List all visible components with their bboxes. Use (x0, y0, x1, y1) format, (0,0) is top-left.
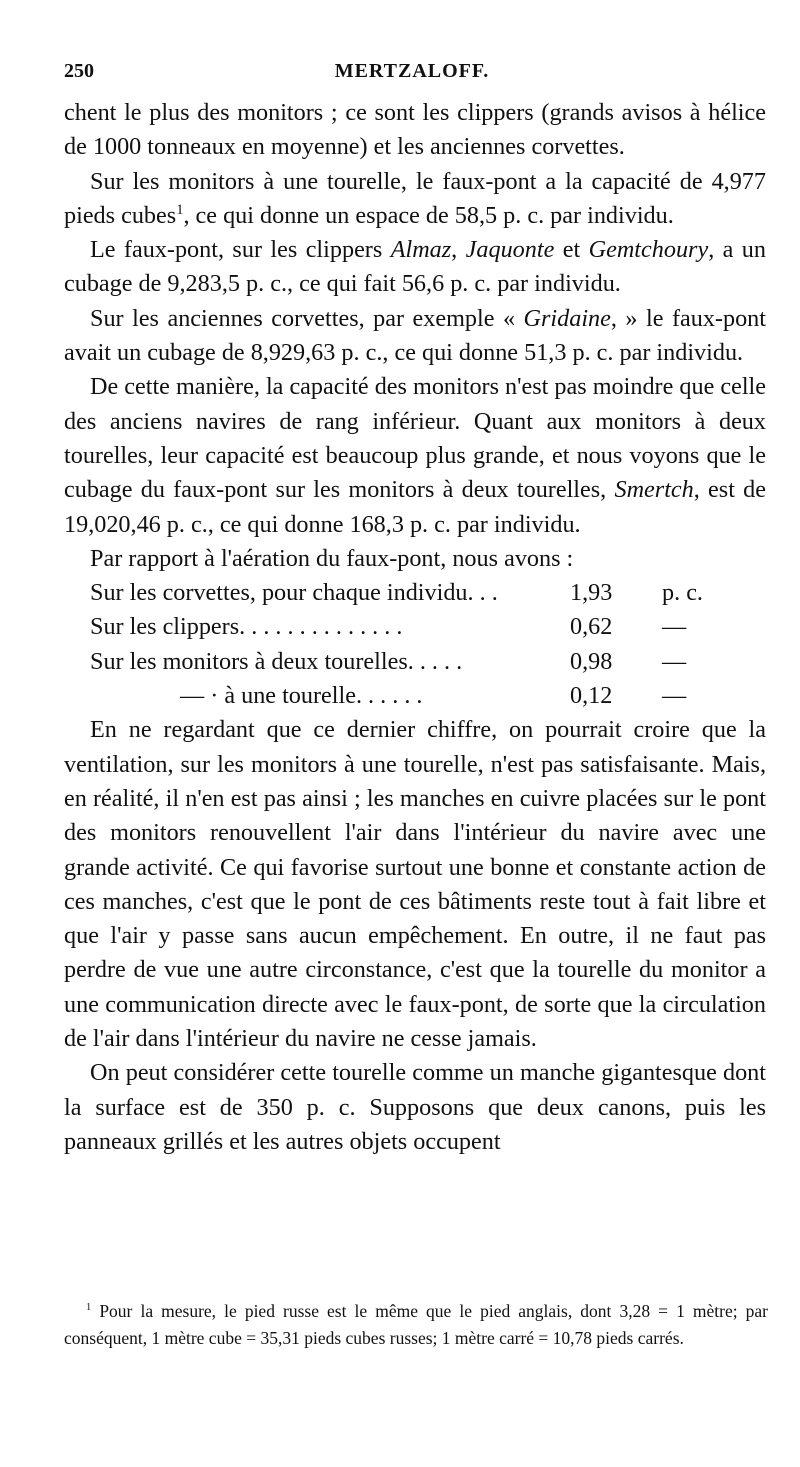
ship-name: Smertch (614, 476, 694, 504)
paragraph-3: Le faux-pont, sur les clippers Almaz, Jaquonte et Gemtchoury, a un cubage de 9,283,5 p. c., ce qui fait 56,6 p. c. par individu. (64, 236, 766, 298)
paragraph-1: chent le plus des monitors ; ce sont les clippers (grands avisos à hélice de 1000 tonneaux en moyenne) et les anciennes corvettes. (64, 99, 766, 161)
paragraph-7: En ne regardant que ce dernier chiffre, on pourrait croire que la ventilation, sur les monitors à une tourelle, n'est pas satisfaisante. Mais, en réalité, il n'en est pas ainsi ; les manches en cuivre placées sur le pont des monitors renouvellent l'air dans l'intérieur du navire avec une grande activité. Ce qui favorise surtout une bonne et constante action de ces manches, c'est que le pont de ces bâtiments reste tout à fait libre et que l'air y passe sans aucun empêchement. En outre, il ne faut pas perdre de vue une autre circonstance, c'est que la tourelle du monitor a une communication directe avec le faux-pont, de sorte que la circulation de l'air dans l'intérieur du navire ne cesse jamais. (64, 716, 766, 1053)
footnote (64, 1298, 768, 1352)
footnote-mark: 1 (86, 1302, 92, 1314)
ship-name: Jaquonte (465, 236, 555, 264)
body-text (64, 96, 766, 1159)
table-row: Sur les clippers. . . . . . . . . . . . . . 0,62 — (90, 613, 687, 641)
page-header (64, 60, 760, 90)
ship-name: Gemtchoury (588, 236, 709, 264)
paragraph-6: Par rapport à l'aération du faux-pont, nous avons : (90, 544, 574, 572)
ship-name: Almaz (390, 236, 452, 264)
table-row: Sur les monitors à deux tourelles. . . . . 0,98 — (90, 647, 687, 675)
table-row: Sur les corvettes, pour chaque individu. . . 1,93 p. c. (90, 579, 703, 607)
running-title: MERTZALOFF. (334, 60, 490, 82)
page-number: 250 (64, 60, 94, 82)
paragraph-4: Sur les anciennes corvettes, par exemple « Gridaine, » le faux-pont avait un cubage de 8,929,63 p. c., ce qui donne 51,3 p. c. par individu. (64, 304, 766, 367)
aeration-table (64, 576, 766, 713)
paragraph-8: On peut considérer cette tourelle comme un manche gigantesque dont la surface est de 350 p. c. Supposons que deux canons, puis les panneaux grillés et les autres objets occupent (64, 1059, 766, 1155)
paragraph-2: Sur les monitors à une tourelle, le faux-pont a la capacité de 4,977 pieds cubes$^1$, ce qui donne un espace de 58,5 p. c. par individu. (64, 167, 766, 229)
ship-name: Gridaine (523, 304, 611, 332)
paragraph-5: De cette manière, la capacité des monitors n'est pas moindre que celle des anciens navires de rang inférieur. Quant aux monitors à deux tourelles, leur capacité est beaucoup plus grande, et nous voyons que le cubage du faux-pont sur les monitors à deux tourelles, Smertch, est de 19,020,46 p. c., ce qui donne 168,3 p. c. par individu. (64, 373, 766, 538)
footnote-ref: 1 (176, 201, 184, 218)
table-row: — · à une tourelle. . . . . . 0,12 — (180, 682, 687, 710)
footnote-text: Pour la mesure, le pied russe est le même que le pied anglais, dont 3,28 = 1 mètre; par conséquent, 1 mètre cube = 35,31 pieds cubes russes; 1 mètre carré = 10,78 pieds carrés. (64, 1301, 769, 1348)
